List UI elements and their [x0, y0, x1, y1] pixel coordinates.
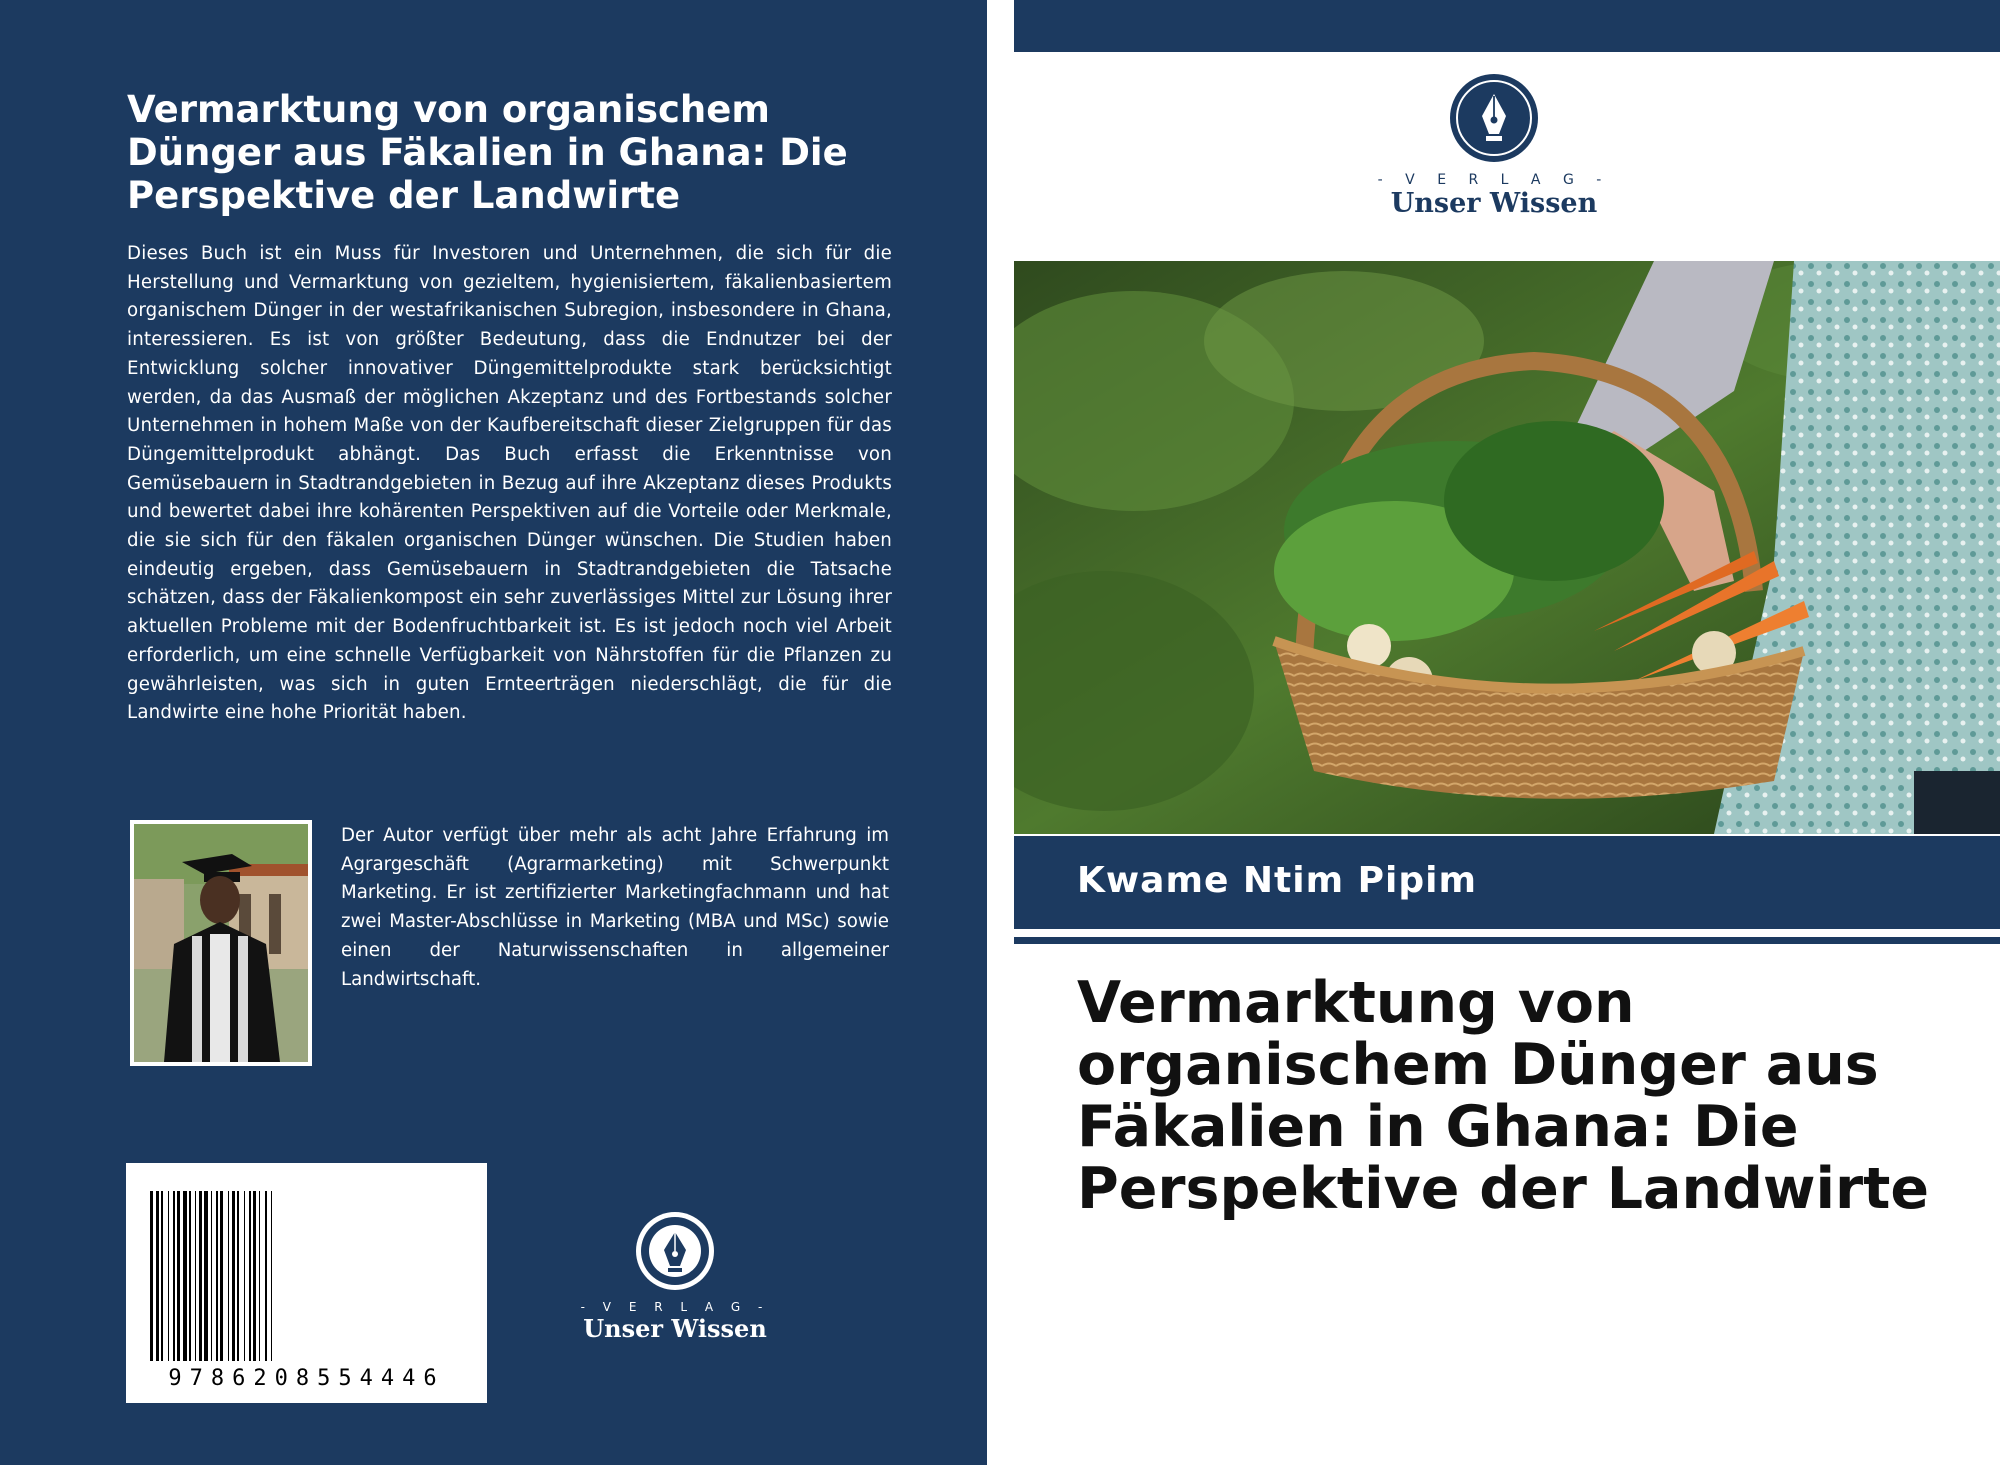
- back-cover-blurb: Dieses Buch ist ein Muss für Investoren und Unternehmen, die sich für die Herstellung und Vermarktung von gezieltem, hygienisiertem, fäkalienbasiertem organischem Dünger in der westafrikanischen Subregion, insbesondere in Ghana, interessieren. Es ist von größter Bedeutung, dass die Endnutzer bei der Entwicklung solcher innovativer Düngemittelprodukte stark berücksichtigt werden, da das Ausmaß der möglichen Akzeptanz und des Fortbestands solcher Unternehmen in hohem Maße von der Kaufbereitschaft dieser Zielgruppen für das Düngemittelprodukt abhängt. Das Buch erfasst die Erkenntnisse von Gemüsebauern in Stadtrandgebieten in Bezug auf ihre Akzeptanz dieses Produkts und bewertet dabei ihre kohärenten Perspektiven auf die Vorteile oder Merkmale, die sie sich für den fäkalen organischen Dünger wünschen. Die Studien haben eindeutig ergeben, dass Gemüsebauern in Stadtrandgebieten die Tatsache schätzen, dass der Fäkalienkompost ein sehr zuverlässiges Mittel zur Lösung ihrer aktuellen Probleme mit der Bodenfruchtbarkeit ist. Es ist jedoch noch viel Arbeit erforderlich, um eine schnelle Verfügbarkeit von Nährstoffen für die Pflanzen zu gewährleisten, was sich in guten Ernteerträgen niederschlägt, die für die Landwirte eine hohe Priorität haben.: [127, 243, 892, 724]
- front-top-bar: [1014, 0, 2000, 52]
- barcode-bar: [199, 1191, 202, 1361]
- barcode-bar: [216, 1191, 218, 1361]
- barcode-bar: [195, 1191, 196, 1361]
- author-bio: Der Autor verfügt über mehr als acht Jahre Erfahrung im Agrargeschäft (Agrarmarketing) mit Schwerpunkt Marketing. Er ist zertifizierter Marketingfachmann und hat zwei Master-Abschlüsse in Marketing (MBA und MSc) sowie einen der Naturwissenschaften in allgemeiner Landwirtschaft.: [341, 825, 889, 990]
- cover-photo-graphic: [1014, 261, 2000, 834]
- barcode-bar: [183, 1191, 187, 1361]
- back-publisher-verlag: - V E R L A G -: [580, 1300, 770, 1314]
- back-cover: [0, 0, 987, 1465]
- front-cover: [1014, 0, 2000, 1465]
- barcode-bar: [211, 1191, 212, 1361]
- front-publisher-name: Unser Wissen: [1390, 188, 1598, 219]
- barcode-bar: [204, 1191, 208, 1361]
- isbn-number: 9786208554446: [168, 1366, 445, 1391]
- author-photo-graphic: [134, 824, 308, 1062]
- divider-rule: [1014, 937, 2000, 944]
- author-photo: [130, 820, 312, 1066]
- front-publisher-verlag: - V E R L A G -: [1377, 172, 1611, 188]
- barcode-bar: [161, 1191, 163, 1361]
- back-publisher-name: Unser Wissen: [583, 1314, 767, 1343]
- barcode-bar: [244, 1191, 245, 1361]
- barcode-bar: [156, 1191, 159, 1361]
- author-name: Kwame Ntim Pipim: [1077, 860, 1477, 901]
- barcode-bar: [168, 1191, 169, 1361]
- front-publisher-logo: [1374, 72, 1614, 227]
- barcode-bar: [220, 1191, 223, 1361]
- barcode-bar: [253, 1191, 256, 1361]
- back-publisher-logo: [570, 1210, 780, 1345]
- barcode-bar: [265, 1191, 267, 1361]
- barcode-bar: [189, 1191, 191, 1361]
- fountain-pen-nib-icon: [1448, 72, 1540, 164]
- publisher-seal-icon: [634, 1210, 716, 1292]
- barcode-bar: [228, 1191, 229, 1361]
- barcode-bar: [259, 1191, 260, 1361]
- author-bar: [1014, 836, 2000, 929]
- barcode-bar: [237, 1191, 239, 1361]
- barcode-bar: [150, 1191, 153, 1361]
- cover-photo-vegetable-basket: [1014, 261, 2000, 834]
- barcode-bar: [173, 1191, 175, 1361]
- barcode-bar: [271, 1191, 272, 1361]
- barcode: [126, 1163, 487, 1403]
- barcode-bars: [126, 1163, 487, 1368]
- back-cover-title: Vermarktung von organischem Dünger aus Fäkalien in Ghana: Die Perspektive der Landwirte: [127, 88, 848, 217]
- front-cover-title: Vermarktung von organischem Dünger aus Fäkalien in Ghana: Die Perspektive der Landwirte: [1077, 970, 1930, 1222]
- barcode-bar: [177, 1191, 180, 1361]
- barcode-bar: [249, 1191, 251, 1361]
- barcode-bar: [232, 1191, 235, 1361]
